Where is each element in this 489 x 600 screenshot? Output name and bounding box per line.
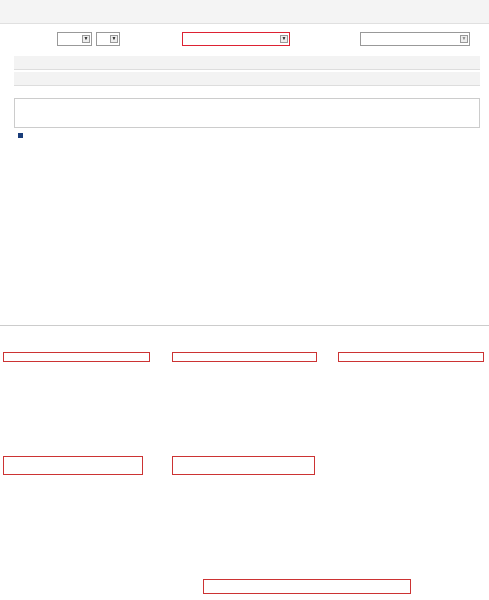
highlight-box <box>3 456 143 475</box>
category-select[interactable] <box>182 32 290 46</box>
filter-bar <box>10 30 480 52</box>
month-select[interactable] <box>96 32 120 46</box>
tab-row-advanced <box>14 72 480 86</box>
breadcrumb <box>0 0 489 24</box>
highlight-box <box>338 352 484 362</box>
highlight-box <box>172 456 315 475</box>
highlight-box <box>172 352 317 362</box>
chevron-down-icon: ▼ <box>83 36 89 42</box>
chevron-down-icon: ▼ <box>461 36 467 42</box>
year-select[interactable] <box>57 32 92 46</box>
brand-search-select[interactable] <box>360 32 470 46</box>
bar-chart <box>14 143 474 241</box>
attribute-filter <box>14 98 480 128</box>
chevron-down-icon: ▼ <box>111 36 117 42</box>
chart-title <box>18 131 26 140</box>
tab-row-basic <box>14 56 480 70</box>
highlight-box <box>3 352 150 362</box>
summary-box <box>203 579 411 594</box>
chevron-down-icon: ▼ <box>281 36 287 42</box>
